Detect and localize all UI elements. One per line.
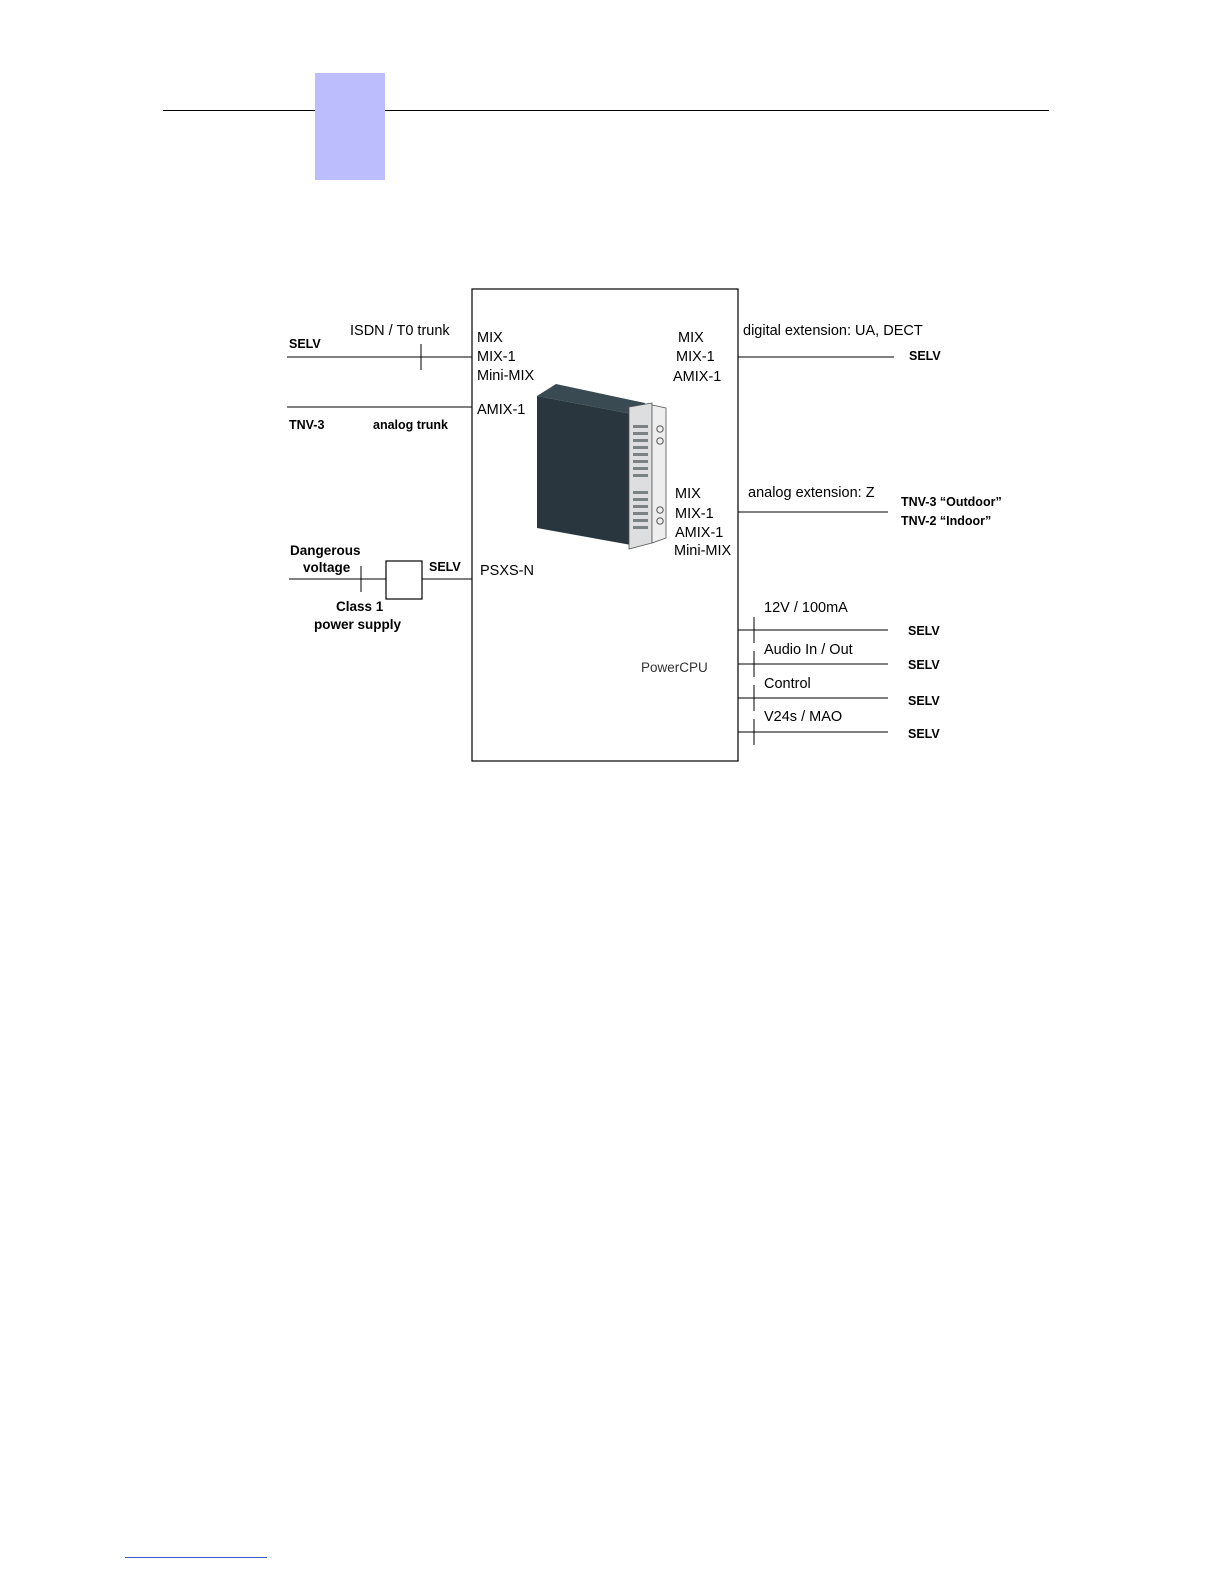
label-voltage: voltage	[303, 560, 351, 575]
label-selv-digital: SELV	[909, 349, 941, 363]
label-dangerous: Dangerous	[290, 543, 361, 558]
label-v24: V24s / MAO	[764, 709, 843, 725]
powercpu-device-illustration	[537, 384, 666, 549]
label-tnv3-outdoor: TNV-3 “Outdoor”	[901, 495, 1002, 509]
label-class1: Class 1	[336, 599, 384, 614]
label-selv-audio: SELV	[908, 658, 940, 672]
label-audio: Audio In / Out	[764, 642, 853, 658]
label-tnv3: TNV-3	[289, 418, 325, 432]
label-inner-right-mix: MIX	[678, 330, 704, 346]
label-mid-mix: MIX	[675, 486, 701, 502]
label-inner-amix1: AMIX-1	[477, 402, 526, 418]
label-selv-isdn: SELV	[289, 337, 321, 351]
label-selv-control: SELV	[908, 694, 940, 708]
label-mid-mix1: MIX-1	[675, 506, 714, 522]
label-selv-v24: SELV	[908, 727, 940, 741]
label-digital-ext: digital extension: UA, DECT	[743, 323, 923, 339]
label-inner-right-amix1: AMIX-1	[673, 369, 722, 385]
label-inner-right-mix1: MIX-1	[676, 349, 715, 365]
label-selv-12v: SELV	[908, 624, 940, 638]
label-analog-ext: analog extension: Z	[748, 485, 875, 501]
label-analog-trunk: analog trunk	[373, 418, 449, 432]
label-powercpu: PowerCPU	[641, 660, 708, 675]
label-12v: 12V / 100mA	[764, 600, 848, 616]
label-power-supply: power supply	[314, 617, 402, 632]
label-tnv2-indoor: TNV-2 “Indoor”	[901, 514, 992, 528]
label-mid-amix1: AMIX-1	[675, 525, 724, 541]
power-supply-box	[386, 561, 422, 599]
label-inner-minimix: Mini-MIX	[477, 368, 535, 384]
label-inner-mix1: MIX-1	[477, 349, 516, 365]
label-isdn-trunk: ISDN / T0 trunk	[350, 323, 450, 339]
label-inner-mix: MIX	[477, 330, 503, 346]
label-selv-power: SELV	[429, 560, 461, 574]
label-mid-minimix: Mini-MIX	[674, 543, 732, 559]
label-psxs-n: PSXS-N	[480, 563, 534, 579]
label-control: Control	[764, 676, 811, 692]
